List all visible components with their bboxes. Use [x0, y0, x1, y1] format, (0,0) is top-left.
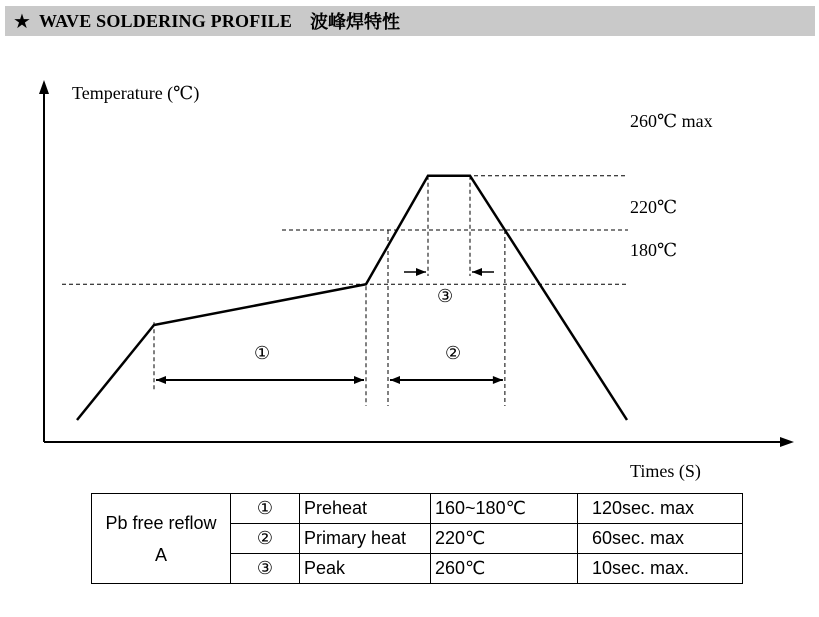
- row-index: ②: [231, 524, 300, 554]
- arrow-peak-left-head: [416, 268, 426, 276]
- y-axis-label: Temperature (℃): [72, 83, 200, 103]
- process-cell: [92, 494, 231, 584]
- arrow-peak-right-head: [472, 268, 482, 276]
- row-time: 120sec. max: [578, 494, 743, 524]
- row-phase: Peak: [300, 554, 431, 584]
- row-temp: 220℃: [431, 524, 578, 554]
- row-time: 60sec. max: [578, 524, 743, 554]
- row-time: 10sec. max.: [578, 554, 743, 584]
- section-title-cn: 波峰焊特性: [310, 12, 401, 33]
- row-index: ①: [231, 494, 300, 524]
- row-phase: Primary heat: [300, 524, 431, 554]
- level-label-preheat: 180℃: [630, 240, 678, 260]
- profile-line: [77, 176, 627, 420]
- row-temp: 260℃: [431, 554, 578, 584]
- spec-table: [91, 493, 743, 584]
- process-name: Pb free reflow: [105, 512, 217, 533]
- star-icon: ★: [13, 10, 31, 33]
- x-axis-arrowhead: [780, 437, 794, 447]
- phase-mark-peak: ③: [437, 286, 454, 307]
- arrow-primary-head-right: [493, 376, 503, 384]
- arrow-primary-head-left: [390, 376, 400, 384]
- y-axis-arrowhead: [39, 80, 49, 94]
- x-axis-label: Times (S): [630, 461, 701, 481]
- table-row: [92, 494, 743, 524]
- temperature-curve: [77, 176, 627, 420]
- phase-mark-preheat: ①: [254, 343, 271, 364]
- chart-axes: [39, 80, 794, 447]
- arrow-preheat-head-left: [156, 376, 166, 384]
- level-label-peak: 260℃ max: [630, 111, 713, 131]
- row-phase: Preheat: [300, 494, 431, 524]
- process-variant: A: [154, 544, 167, 565]
- row-index: ③: [231, 554, 300, 584]
- section-title: WAVE SOLDERING PROFILE: [38, 10, 293, 31]
- phase-mark-primary: ②: [445, 343, 462, 364]
- row-temp: 160~180℃: [431, 494, 578, 524]
- arrow-preheat-head-right: [354, 376, 364, 384]
- level-label-primary: 220℃: [630, 197, 678, 217]
